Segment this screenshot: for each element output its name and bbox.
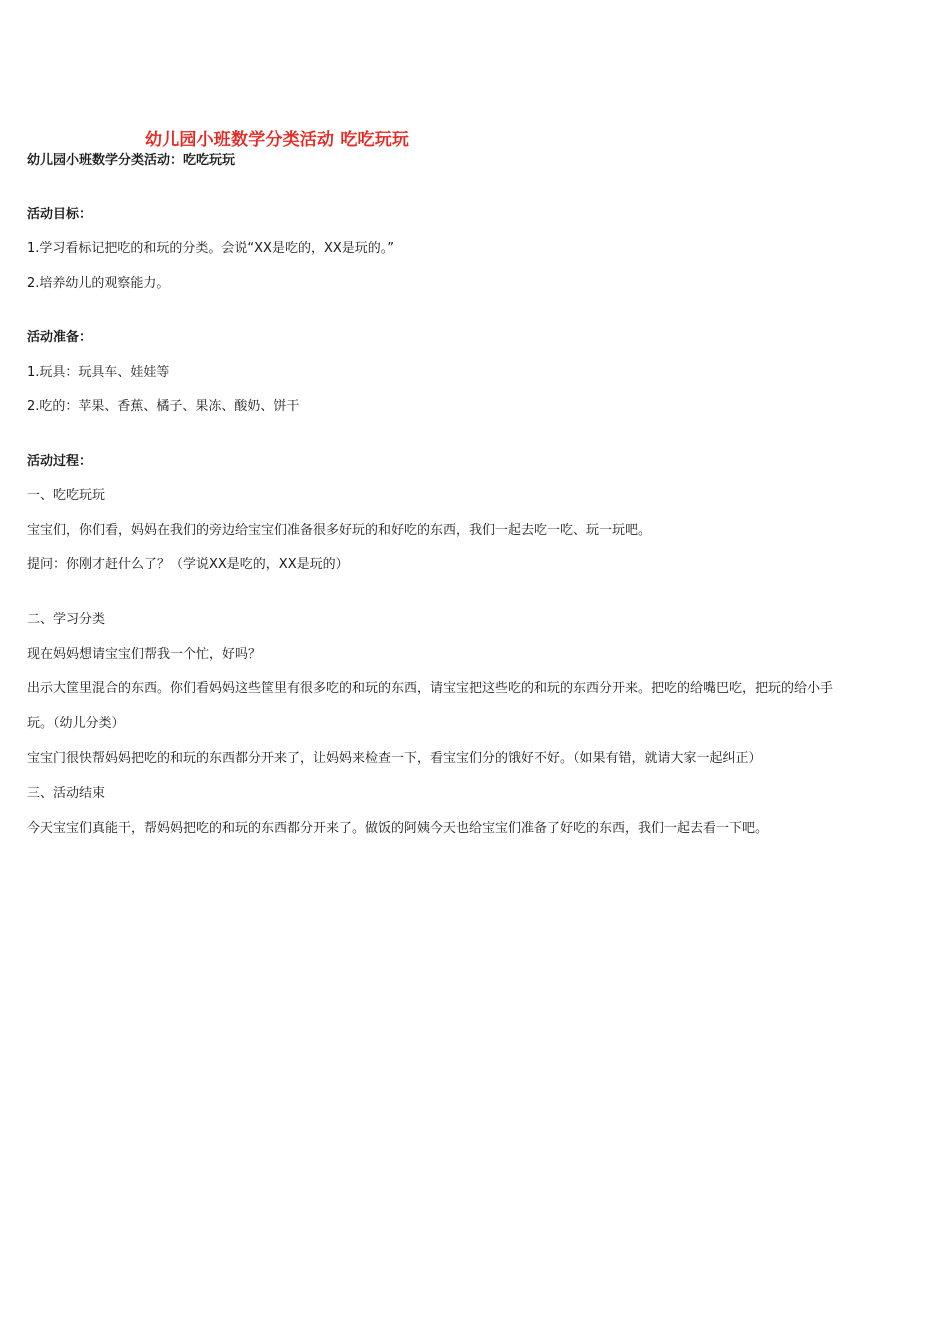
goal-item-1: 1.学习看标记把吃的和玩的分类。会说“XX是吃的，XX是玩的。”	[27, 241, 394, 256]
section3-heading: 三、活动结束	[27, 786, 106, 801]
section2-heading: 二、学习分类	[27, 612, 106, 627]
section3-paragraph-1: 今天宝宝们真能干，帮妈妈把吃的和玩的东西都分开来了。做饭的阿姨今天也给宝宝们准备了好吃的东西，我们一起去看一下吧。	[27, 821, 769, 836]
section2-paragraph-3: 玩。（幼儿分类）	[27, 716, 125, 731]
section2-paragraph-2: 出示大筐里混合的东西。你们看妈妈这些筐里有很多吃的和玩的东西，请宝宝把这些吃的和玩的东西分开来。把吃的给嘴巴吃，把玩的给小手	[27, 681, 834, 696]
section1-paragraph-2: 提问：你刚才赶什么了？（学说XX是吃的，XX是玩的）	[27, 557, 349, 572]
section1-heading: 一、吃吃玩玩	[27, 488, 106, 503]
goals-heading: 活动目标：	[27, 207, 93, 222]
document-title: 幼儿园小班数学分类活动 吃吃玩玩	[145, 130, 410, 150]
prep-item-2: 2.吃的：苹果、香蕉、橘子、果冻、酸奶、饼干	[27, 399, 300, 414]
document-subtitle: 幼儿园小班数学分类活动：吃吃玩玩	[27, 153, 236, 168]
section2-paragraph-1: 现在妈妈想请宝宝们帮我一个忙，好吗？	[27, 647, 262, 662]
process-heading: 活动过程：	[27, 454, 93, 469]
prep-heading: 活动准备：	[27, 330, 93, 345]
goal-item-2: 2.培养幼儿的观察能力。	[27, 276, 170, 291]
section2-paragraph-4: 宝宝门很快帮妈妈把吃的和玩的东西都分开来了，让妈妈来检查一下，看宝宝们分的饿好不好。（如果有错，就请大家一起纠正）	[27, 751, 762, 766]
prep-item-1: 1.玩具：玩具车、娃娃等	[27, 365, 170, 380]
section1-paragraph-1: 宝宝们，你们看，妈妈在我们的旁边给宝宝们准备很多好玩的和好吃的东西，我们一起去吃一吃、玩一玩吧。	[27, 523, 652, 538]
